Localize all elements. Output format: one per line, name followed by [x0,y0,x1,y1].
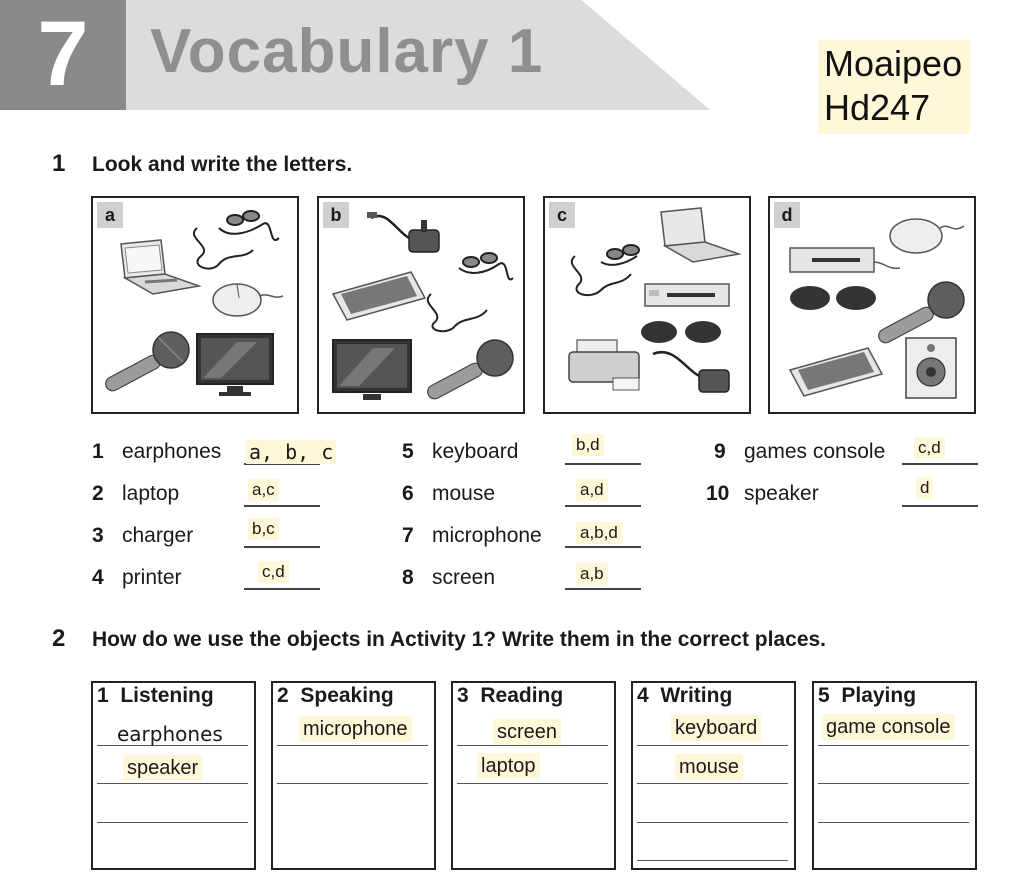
mouse-icon [890,219,964,253]
charger-icon [653,352,729,392]
item-number: 8 [402,566,414,589]
column-title: Reading [480,684,564,707]
box-a-illustration [93,198,297,412]
answer-field[interactable]: a, b, c [246,440,336,464]
microphone-icon [425,340,513,401]
item-number: 6 [402,482,414,505]
column-entry[interactable]: speaker [123,755,202,781]
column-reading [451,681,616,870]
item-word: charger [122,524,194,547]
box-b-illustration [319,198,523,412]
column-header [277,684,394,708]
unit-number: 7 [37,3,89,105]
row-line [457,745,608,746]
speaker-icon [906,338,956,398]
column-entry[interactable]: game console [822,714,955,740]
gamepad-icon [641,321,721,343]
item-number: 10 [706,482,730,505]
exercise2-number: 2 [52,625,66,652]
box-label-b: b [323,202,349,228]
gamepad-icon [790,286,876,310]
item-word: speaker [744,482,819,505]
item-word: screen [432,566,496,589]
exercise1-number: 1 [52,150,66,177]
item-word: games console [744,440,886,463]
answer-field[interactable]: a,b,d [576,522,622,544]
column-number: 2 [277,684,289,707]
column-speaking [271,681,436,870]
answer-field[interactable]: a,d [576,479,608,501]
column-entry[interactable]: laptop [477,753,540,779]
microphone-icon [876,282,964,345]
item-number: 4 [92,566,104,589]
laptop-icon [661,208,739,262]
picture-box-c [543,196,751,414]
item-number: 5 [402,440,414,463]
answer-line [565,588,641,590]
row-line [818,745,969,746]
column-number: 1 [97,684,109,707]
answer-line [565,505,641,507]
answer-field[interactable]: a,c [248,479,279,501]
column-number: 4 [637,684,649,707]
item-word: mouse [432,482,496,505]
item-number: 7 [402,524,414,547]
answer-field[interactable]: d [916,477,933,499]
row-line [818,783,969,784]
exercise1-instruction: Look and write the letters. [92,153,353,176]
author-note [818,40,970,134]
row-line [637,860,788,861]
column-title: Writing [660,684,733,707]
item-word: printer [122,566,182,589]
answer-line [902,463,978,465]
box-c-illustration [545,198,749,412]
charger-icon [367,212,439,252]
item-number: 3 [92,524,104,547]
row-line [637,783,788,784]
column-header [637,684,732,708]
column-listening [91,681,256,870]
picture-box-d [768,196,976,414]
earphones-icon [428,253,513,331]
box-label-d: d [774,202,800,228]
column-writing [631,681,796,870]
answer-line [902,505,978,507]
answer-field[interactable]: b,d [572,434,604,456]
picture-box-b [317,196,525,414]
screen-icon [197,334,273,396]
column-number: 3 [457,684,469,707]
column-playing [812,681,977,870]
author-note-line1: Moaipeo [824,43,963,84]
column-title: Speaking [300,684,394,707]
item-word: microphone [432,524,542,547]
row-line [97,783,248,784]
games-console-icon [645,284,729,306]
column-header [457,684,563,708]
games-console-icon [790,248,900,272]
exercise2-instruction: How do we use the objects in Activity 1? Write them in the correct places. [92,628,827,651]
column-entry[interactable]: mouse [675,754,743,780]
screen-icon [333,340,411,400]
row-line [637,822,788,823]
answer-field[interactable]: c,d [914,437,945,459]
keyboard-icon [333,272,425,320]
column-header [818,684,916,708]
printer-icon [569,340,639,390]
column-title: Listening [120,684,214,707]
answer-line [244,588,320,590]
item-word: laptop [122,482,180,505]
row-line [277,745,428,746]
mouse-icon [213,284,283,316]
answer-field[interactable]: b,c [248,518,279,540]
answer-line [565,463,641,465]
earphones-icon [572,245,639,295]
earphones-icon [194,211,279,269]
answer-line [565,546,641,548]
author-note-line2: Hd247 [824,87,931,128]
microphone-icon [103,332,189,393]
page-title: Vocabulary 1 [150,17,544,86]
column-entry[interactable]: microphone [299,716,412,742]
column-number: 5 [818,684,830,707]
laptop-icon [121,240,199,294]
column-title: Playing [841,684,917,707]
answer-line [244,546,320,548]
row-line [97,822,248,823]
row-line [457,783,608,784]
box-label-c: c [549,202,575,228]
column-entry[interactable]: screen [493,719,561,745]
box-d-illustration [770,198,974,412]
item-number: 2 [92,482,104,505]
picture-box-a [91,196,299,414]
box-label-a: a [97,202,123,228]
item-number: 1 [92,440,104,463]
row-line [637,745,788,746]
item-number: 9 [714,440,726,463]
item-word: keyboard [432,440,519,463]
answer-field[interactable]: a,b [576,563,608,585]
column-header [97,684,214,708]
row-line [818,822,969,823]
column-entry[interactable]: earphones [117,722,223,746]
item-word: earphones [122,440,222,463]
answer-field[interactable]: c,d [258,561,289,583]
row-line [277,783,428,784]
keyboard-icon [790,348,882,396]
answer-line [244,505,320,507]
column-entry[interactable]: keyboard [671,715,761,741]
